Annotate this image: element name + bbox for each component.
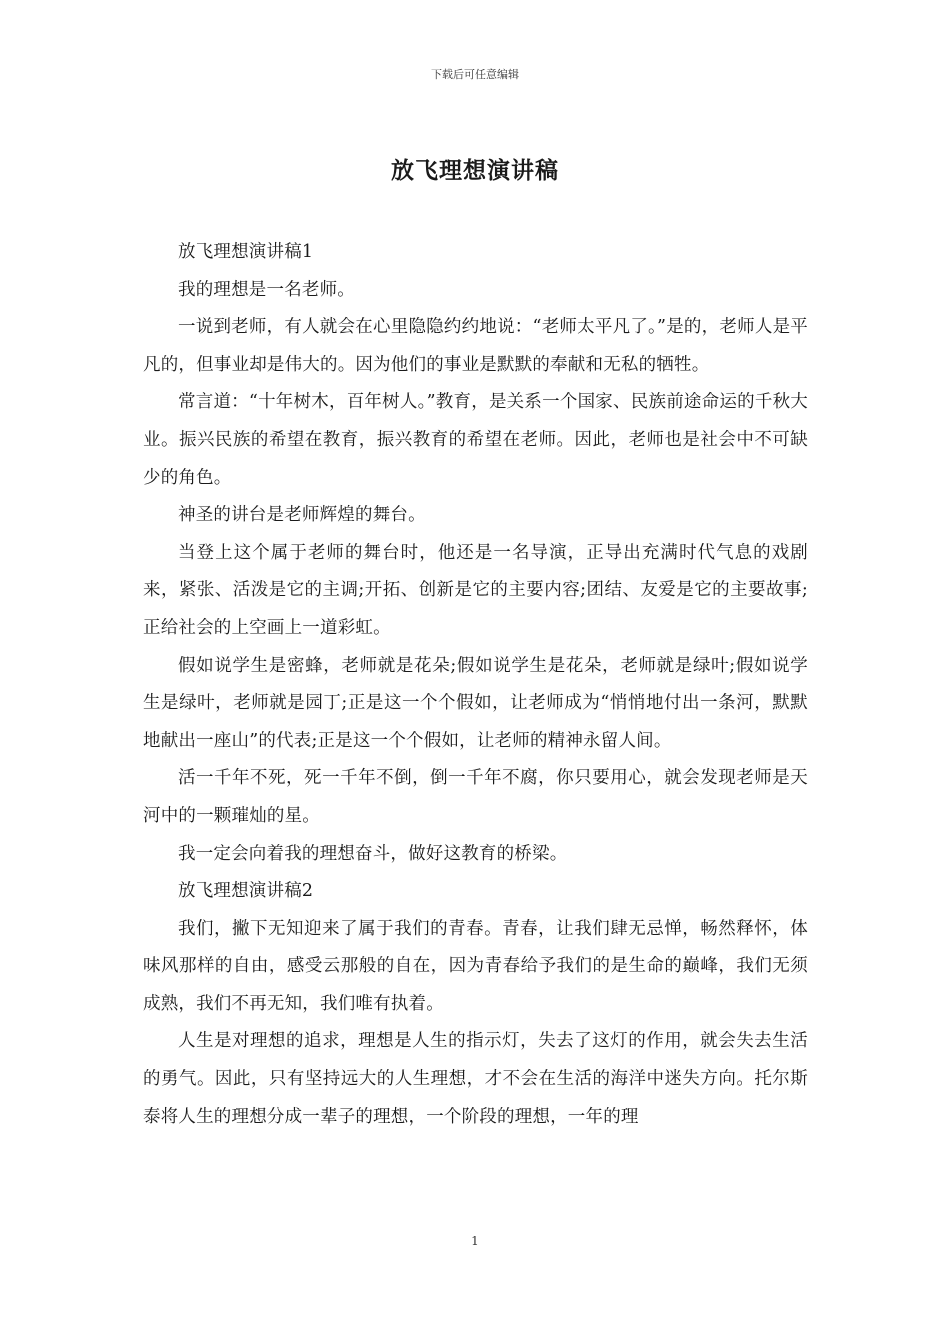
paragraph: 一说到老师，有人就会在心里隐隐约约地说：“老师太平凡了。”是的，老师人是平凡的，但事业却是伟大的。因为他们的事业是默默的奉献和无私的牺牲。 [143, 317, 808, 375]
document-body [143, 234, 808, 1136]
paragraph: 我们，撇下无知迎来了属于我们的青春。青春，让我们肆无忌惮，畅然释怀，体味风那样的自由，感受云那般的自在，因为青春给予我们的是生命的巅峰，我们无须成熟，我们不再无知，我们唯有执着。 [143, 918, 808, 1014]
document-title: 放飞理想演讲稿 [391, 157, 559, 184]
section-heading-2: 放飞理想演讲稿2 [178, 881, 314, 902]
paragraph: 我一定会向着我的理想奋斗，做好这教育的桥梁。 [178, 843, 568, 864]
page-header-note: 下载后可任意编辑 [431, 68, 519, 81]
page-number: 1 [471, 1234, 479, 1248]
paragraph: 活一千年不死，死一千年不倒，倒一千年不腐，你只要用心，就会发现老师是天河中的一颗璀灿的星。 [143, 768, 808, 826]
paragraph: 神圣的讲台是老师辉煌的舞台。 [178, 505, 426, 526]
paragraph: 人生是对理想的追求，理想是人生的指示灯，失去了这灯的作用，就会失去生活的勇气。因此，只有坚持远大的人生理想，才不会在生活的海洋中迷失方向。托尔斯泰将人生的理想分成一辈子的理想，一个阶段的理想，一年的理 [143, 1031, 808, 1127]
section-heading-1: 放飞理想演讲稿1 [178, 242, 314, 262]
paragraph: 常言道：“十年树木，百年树人。”教育，是关系一个国家、民族前途命运的千秋大业。振兴民族的希望在教育，振兴教育的希望在老师。因此，老师也是社会中不可缺少的角色。 [143, 392, 808, 488]
paragraph: 我的理想是一名老师。 [178, 279, 355, 300]
paragraph: 假如说学生是密蜂，老师就是花朵;假如说学生是花朵，老师就是绿叶;假如说学生是绿叶，老师就是园丁;正是这一个个假如，让老师成为“悄悄地付出一条河，默默地献出一座山”的代表;正是这一个个假如，让老师的精神永留人间。 [143, 655, 808, 751]
paragraph: 当登上这个属于老师的舞台时，他还是一名导演，正导出充满时代气息的戏剧来，紧张、活泼是它的主调;开拓、创新是它的主要内容;团结、友爱是它的主要故事;正给社会的上空画上一道彩虹。 [143, 542, 808, 638]
